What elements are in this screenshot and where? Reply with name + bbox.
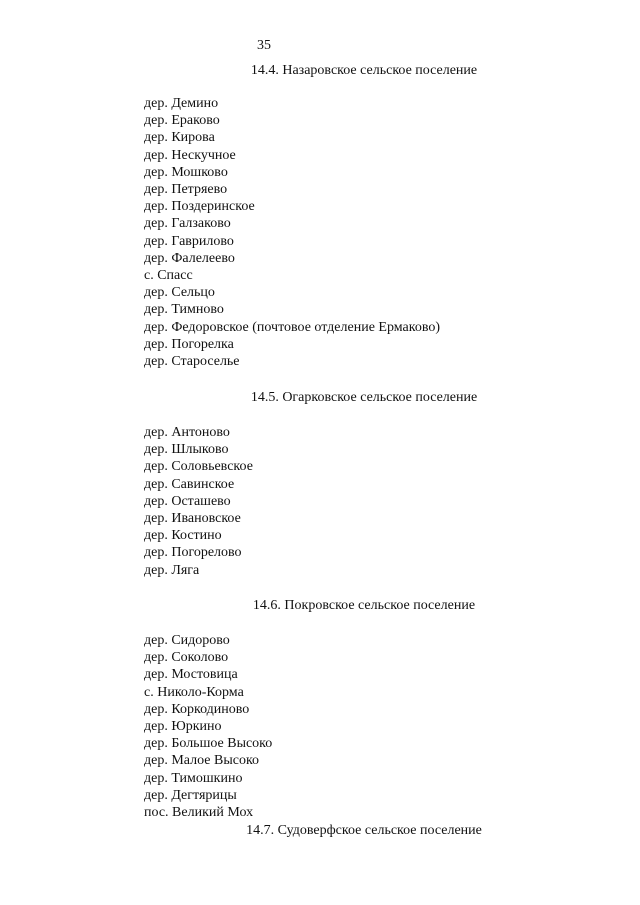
list-item: дер. Сельцо	[144, 285, 215, 301]
list-item: дер. Коркодиново	[144, 701, 250, 717]
list-item: дер. Погорелка	[144, 336, 234, 352]
list-item: дер. Фалелеево	[144, 250, 235, 266]
list-item: дер. Большое Высоко	[144, 736, 273, 752]
section-title-14-7: 14.7. Судоверфское сельское поселение	[246, 823, 482, 838]
list-item: дер. Сидорово	[144, 633, 230, 648]
place-list-14-5	[144, 424, 253, 579]
list-item: дер. Антоново	[144, 425, 230, 440]
list-item: дер. Нескучное	[144, 147, 236, 163]
list-item: дер. Тимошкино	[144, 770, 243, 786]
page-number: 35	[257, 38, 271, 53]
list-item: дер. Демино	[144, 96, 219, 111]
list-item: дер. Галзаково	[144, 216, 231, 232]
list-item: дер. Погорелово	[144, 545, 242, 561]
list-item: дер. Мошково	[144, 164, 228, 180]
list-item: пос. Великий Мох	[144, 805, 254, 821]
list-item: дер. Соловьевское	[144, 459, 253, 475]
list-item: дер. Гаврилово	[144, 233, 234, 249]
place-list-14-6	[144, 632, 272, 821]
section-title-14-5: 14.5. Огарковское сельское поселение	[250, 390, 478, 405]
list-item: дер. Соколово	[144, 650, 229, 666]
list-item: дер. Ляга	[144, 562, 200, 578]
list-item: дер. Дегтярицы	[144, 787, 237, 803]
list-item: дер. Поздеринское	[144, 199, 255, 215]
section-title-14-4: 14.4. Назаровское сельское поселение	[250, 63, 478, 78]
list-item: с. Спасс	[144, 268, 193, 284]
list-item: дер. Петряево	[144, 182, 228, 198]
list-item: дер. Юркино	[144, 719, 222, 735]
list-item: дер. Ивановское	[144, 511, 241, 527]
list-item: дер. Шлыково	[144, 442, 229, 458]
list-item: дер. Ераково	[144, 113, 220, 129]
section-title-14-6: 14.6. Покровское сельское поселение	[252, 598, 476, 613]
list-item: дер. Староселье	[144, 354, 240, 370]
list-item: дер. Тимново	[144, 302, 224, 318]
list-item: дер. Костино	[144, 528, 222, 544]
list-item: дер. Осташево	[144, 493, 231, 509]
list-item: дер. Малое Высоко	[144, 753, 260, 769]
place-list-14-4	[144, 95, 440, 370]
list-item: дер. Мостовица	[144, 667, 238, 683]
list-item: дер. Савинское	[144, 476, 235, 492]
list-item: дер. Федоровское (почтовое отделение Ермаково)	[144, 319, 441, 335]
list-item: дер. Кирова	[144, 130, 215, 146]
list-item: с. Николо-Корма	[144, 684, 244, 700]
